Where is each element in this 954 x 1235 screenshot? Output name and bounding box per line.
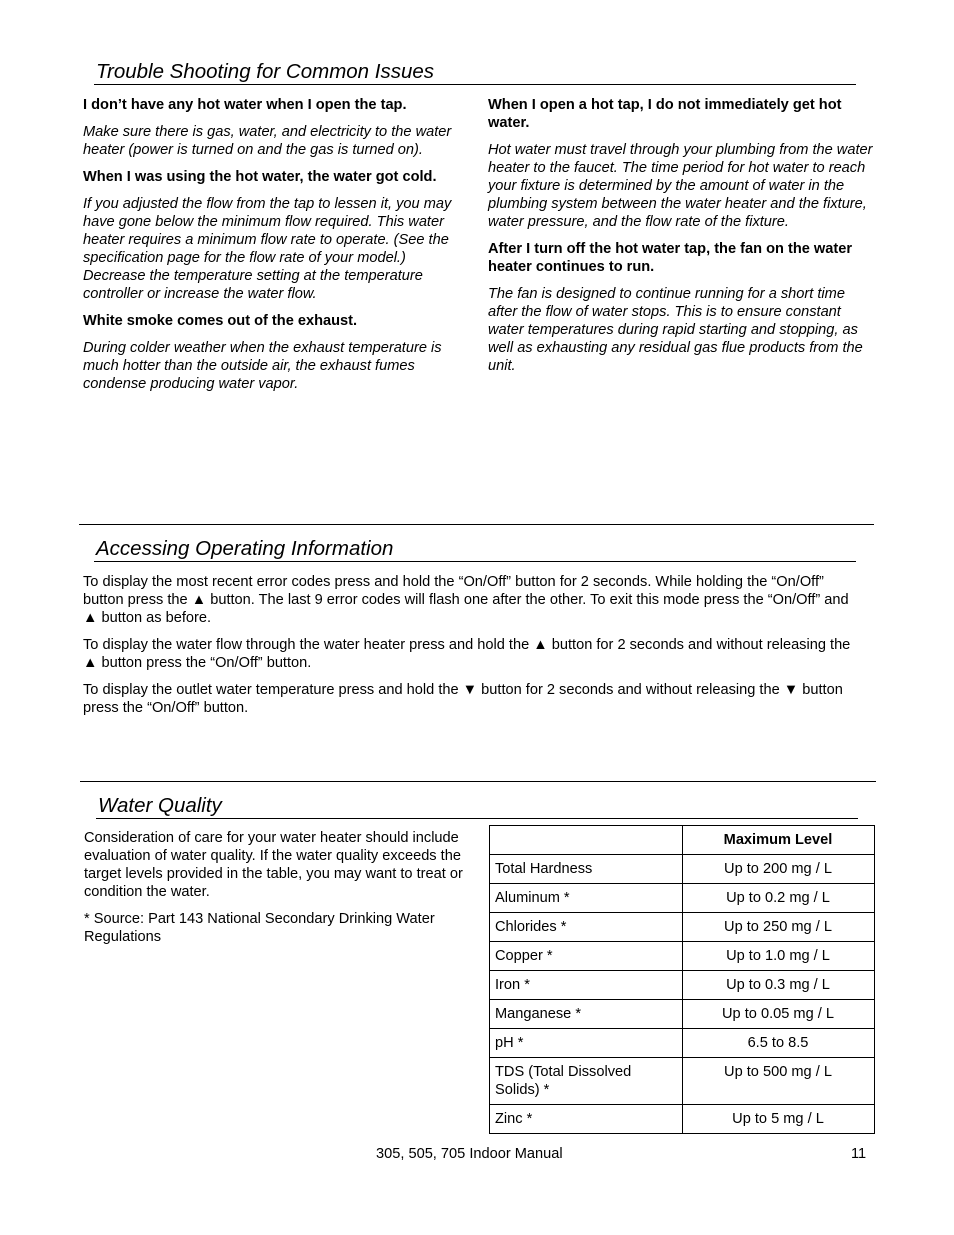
table-cell-parameter: Copper *: [490, 942, 683, 971]
faq-question: White smoke comes out of the exhaust.: [83, 313, 358, 329]
faq-question: After I turn off the hot water tap, the fan on the water heater continues to run.: [488, 241, 853, 275]
table-row: [490, 855, 875, 884]
table-cell-parameter: Aluminum *: [490, 884, 683, 913]
table-row: [490, 942, 875, 971]
faq-answer: The fan is designed to continue running for a short time after the flow of water stops. This is to ensure constant water temperatures during rapid starting and stopping, as well as exhausting any residual gas flue products from the unit.: [488, 286, 863, 374]
faq-question: When I was using the hot water, the water got cold.: [83, 169, 437, 185]
faq-question: When I open a hot tap, I do not immediately get hot water.: [488, 97, 842, 131]
table-cell-level: Up to 1.0 mg / L: [683, 942, 875, 971]
table-cell-level: Up to 0.3 mg / L: [683, 971, 875, 1000]
operating-title: Accessing Operating Information: [94, 537, 856, 562]
troubleshooting-title: Trouble Shooting for Common Issues: [94, 60, 856, 85]
troubleshooting-left-column: [83, 96, 468, 402]
troubleshooting-right-column: [488, 96, 873, 384]
footer-manual-name: 305, 505, 705 Indoor Manual: [376, 1146, 563, 1162]
table-cell-level: Up to 5 mg / L: [683, 1105, 875, 1134]
operating-paragraph: To display the water flow through the water heater press and hold the ▲ button for 2 seconds and without releasing the ▲ button press the “On/Off” button.: [83, 637, 851, 671]
table-row: [490, 913, 875, 942]
table-cell-level: Up to 500 mg / L: [683, 1058, 875, 1105]
table-cell-parameter: Zinc *: [490, 1105, 683, 1134]
table-cell-level: Up to 250 mg / L: [683, 913, 875, 942]
footer-page-number: 11: [851, 1146, 867, 1162]
faq-answer: Hot water must travel through your plumbing from the water heater to the faucet. The time period for hot water to reach your fixture is determined by the amount of water in the plumbing system between the water heater and the fixture, water pressure, and the flow rate of the fixture.: [488, 142, 873, 230]
table-header-cell: [490, 826, 683, 855]
water-quality-paragraph: Consideration of care for your water heater should include evaluation of water quality. If the water quality exceeds the target levels provided in the table, you may want to treat or condition the water.: [84, 830, 463, 900]
operating-paragraph: To display the most recent error codes press and hold the “On/Off” button for 2 seconds. While holding the “On/Off” button press the ▲ button. The last 9 error codes will flash one after the other. To exit this mode press the “On/Off” and ▲ button as before.: [83, 574, 849, 626]
table-header-cell: Maximum Level: [683, 826, 875, 855]
table-row: [490, 884, 875, 913]
table-cell-parameter: TDS (Total Dissolved Solids) *: [490, 1058, 683, 1105]
water-quality-title: Water Quality: [96, 794, 858, 819]
water-quality-table: [489, 825, 875, 1134]
water-quality-body: [84, 829, 469, 955]
operating-paragraph: To display the outlet water temperature press and hold the ▼ button for 2 seconds and without releasing the ▼ button press the “On/Off” button.: [83, 682, 843, 716]
table-cell-level: Up to 0.2 mg / L: [683, 884, 875, 913]
faq-question: I don’t have any hot water when I open the tap.: [83, 97, 407, 113]
faq-answer: During colder weather when the exhaust temperature is much hotter than the outside air, the exhaust fumes condense producing water vapor.: [83, 340, 442, 392]
table-cell-level: 6.5 to 8.5: [683, 1029, 875, 1058]
table-cell-parameter: Manganese *: [490, 1000, 683, 1029]
faq-answer: If you adjusted the flow from the tap to lessen it, you may have gone below the minimum flow required. This water heater requires a minimum flow rate to operate. (See the specification page for the flow rate of your model.) Decrease the temperature setting at the temperature controller or increase the water flow.: [83, 196, 452, 302]
table-cell-level: Up to 0.05 mg / L: [683, 1000, 875, 1029]
table-row: [490, 1029, 875, 1058]
source-note: * Source: Part 143 National Secondary Drinking Water Regulations: [84, 911, 435, 945]
table-cell-parameter: Chlorides *: [490, 913, 683, 942]
table-cell-parameter: Total Hardness: [490, 855, 683, 884]
table-cell-level: Up to 200 mg / L: [683, 855, 875, 884]
section-divider: [80, 781, 876, 782]
table-cell-parameter: Iron *: [490, 971, 683, 1000]
table-row: [490, 1105, 875, 1134]
table-header-row: [490, 826, 875, 855]
table-row: [490, 971, 875, 1000]
table-row: [490, 1000, 875, 1029]
table-row: [490, 1058, 875, 1105]
operating-body: [83, 573, 863, 726]
faq-answer: Make sure there is gas, water, and electricity to the water heater (power is turned on and the gas is turned on).: [83, 124, 452, 158]
table-cell-parameter: pH *: [490, 1029, 683, 1058]
section-divider: [79, 524, 874, 525]
